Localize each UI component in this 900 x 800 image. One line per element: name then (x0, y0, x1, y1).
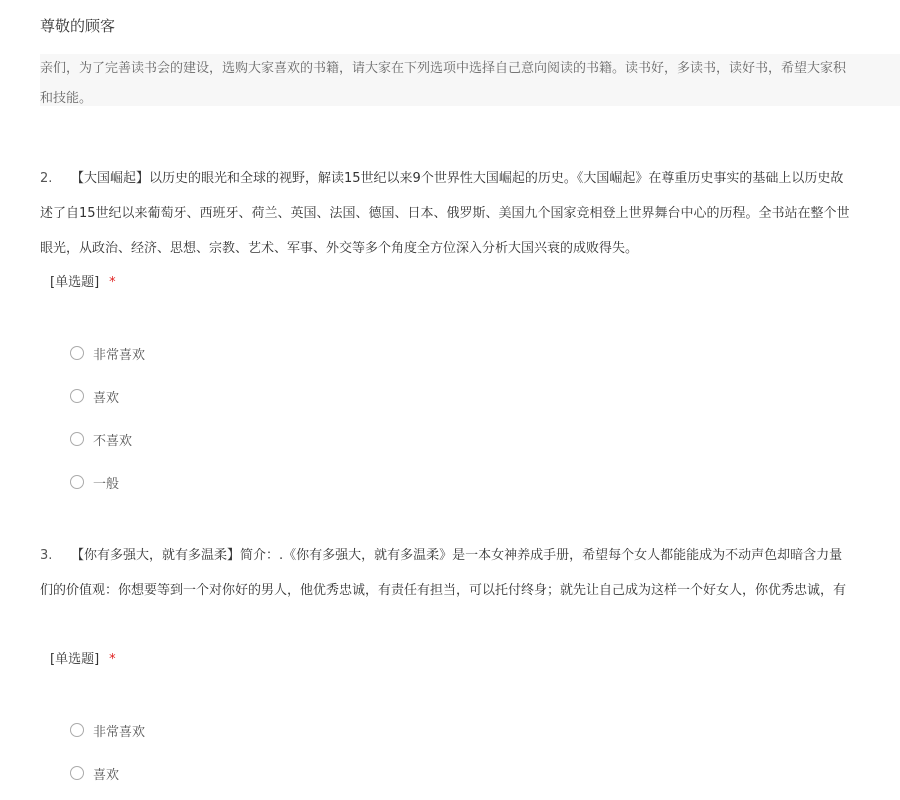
option-very-like[interactable] (70, 719, 145, 741)
question-text: 【你有多强大，就有多温柔】简介：.《你有多强大，就有多温柔》是一本女神养成手册，希望每个女人都能能成为不动声色却暗含力量 (71, 548, 843, 563)
intro-text-line: 亲们，为了完善读书会的建设，选购大家喜欢的书籍，请大家在下列选项中选择自己意向阅读的书籍。读书好，多读书，读好书，希望大家积 (40, 61, 847, 76)
option-label: 不喜欢 (93, 433, 133, 449)
greeting-title: 尊敬的顾客 (40, 17, 116, 35)
question-number: 3. (40, 548, 53, 563)
required-asterisk: * (109, 652, 116, 667)
option-neutral[interactable] (70, 471, 119, 493)
radio-button[interactable] (70, 346, 84, 360)
question-text: 【大国崛起】以历史的眼光和全球的视野，解读15世纪以来9个世界性大国崛起的历史。《大国崛起》在尊重历史事实的基础上以历史故 (71, 171, 844, 186)
radio-button[interactable] (70, 475, 84, 489)
question-type-label (50, 650, 116, 670)
question-type-text: [单选题] (50, 275, 100, 290)
radio-button[interactable] (70, 389, 84, 403)
question-text-line: 眼光，从政治、经济、思想、宗教、艺术、军事、外交等多个角度全方位深入分析大国兴衰的成败得失。 (40, 241, 639, 256)
radio-button[interactable] (70, 766, 84, 780)
option-very-like[interactable] (70, 342, 145, 364)
question-type-label (50, 273, 116, 293)
question-text-line (40, 546, 842, 566)
radio-button[interactable] (70, 723, 84, 737)
question-text-line: 们的价值观：你想要等到一个对你好的男人，他优秀忠诚，有责任有担当，可以托付终身；就先让自己成为这样一个好女人，你优秀忠诚，有 (40, 583, 847, 598)
option-label: 非常喜欢 (93, 724, 146, 740)
option-label: 一般 (93, 476, 120, 492)
intro-text-line: 和技能。 (40, 91, 93, 106)
option-label: 非常喜欢 (93, 347, 146, 363)
question-number: 2. (40, 171, 53, 186)
option-label: 喜欢 (93, 390, 120, 406)
question-type-text: [单选题] (50, 652, 100, 667)
option-label: 喜欢 (93, 767, 120, 783)
survey-intro (40, 54, 900, 106)
option-like[interactable] (70, 385, 119, 407)
option-dislike[interactable] (70, 428, 132, 450)
question-text-line (40, 169, 843, 189)
question-text-line: 述了自15世纪以来葡萄牙、西班牙、荷兰、英国、法国、德国、日本、俄罗斯、美国九个国家竞相登上世界舞台中心的历程。全书站在整个世 (40, 206, 850, 221)
required-asterisk: * (109, 275, 116, 290)
option-like[interactable] (70, 762, 119, 784)
radio-button[interactable] (70, 432, 84, 446)
